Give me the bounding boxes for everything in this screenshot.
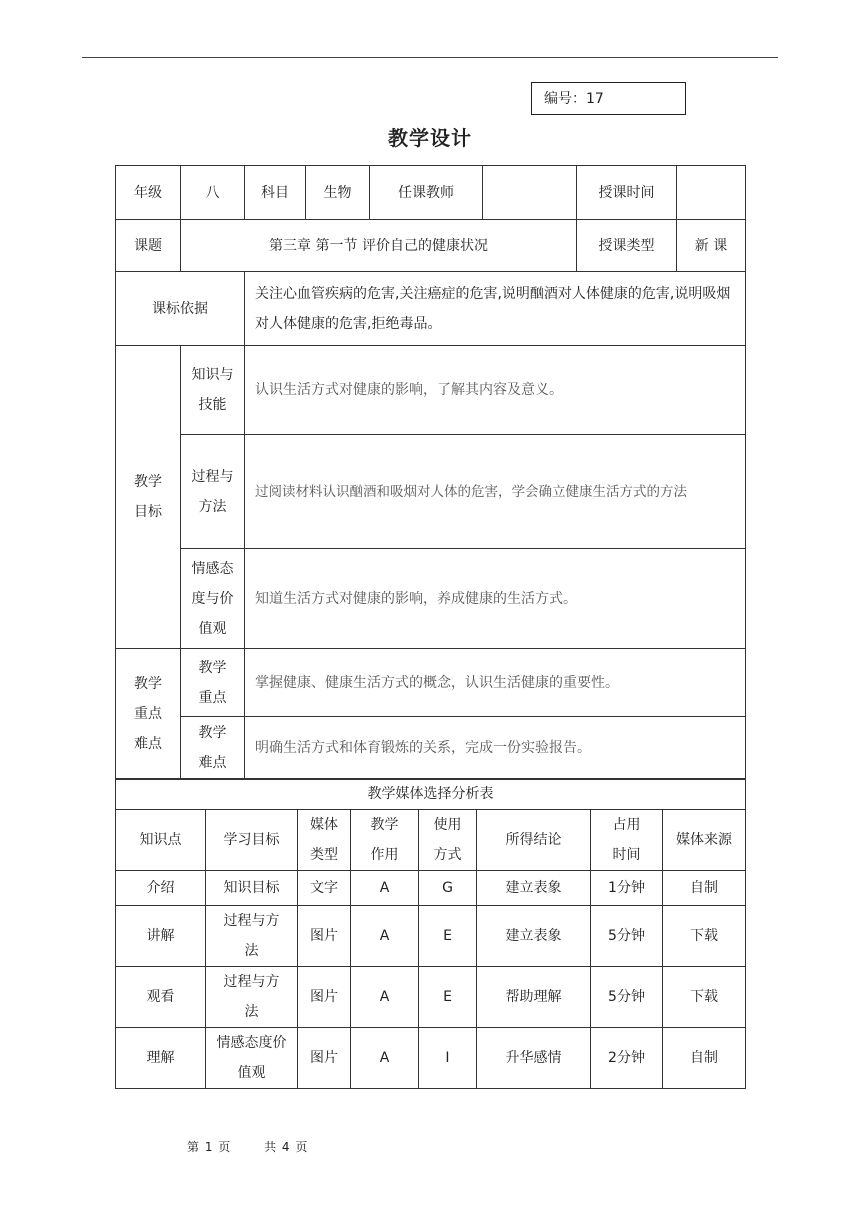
goal-row-knowledge bbox=[116, 346, 746, 435]
info-row-1 bbox=[116, 166, 746, 220]
keypoint-row-difficulty bbox=[116, 717, 746, 780]
media-cell: 2分钟 bbox=[591, 1028, 663, 1089]
media-header-cell: 占用 时间 bbox=[591, 810, 663, 871]
media-cell: 理解 bbox=[116, 1028, 206, 1089]
keypoints-label: 教学重点难点 bbox=[116, 649, 181, 780]
media-header-cell: 媒体类型 bbox=[298, 810, 351, 871]
media-cell: 下载 bbox=[663, 967, 746, 1028]
media-row bbox=[116, 871, 746, 906]
media-header-cell: 媒体来源 bbox=[663, 810, 746, 871]
basis-row bbox=[116, 272, 746, 346]
media-cell: A bbox=[351, 1028, 419, 1089]
page-number: 第 1 页 bbox=[187, 1140, 231, 1154]
media-header-cell: 知识点 bbox=[116, 810, 206, 871]
type-value: 新 课 bbox=[677, 220, 746, 272]
keypoint-text-focus: 掌握健康、健康生活方式的概念，认识生活健康的重要性。 bbox=[245, 649, 746, 717]
media-header-cell: 学习目标 bbox=[206, 810, 298, 871]
media-cell: 知识目标 bbox=[206, 871, 298, 906]
media-row bbox=[116, 967, 746, 1028]
media-cell: 情感态度价值观 bbox=[206, 1028, 298, 1089]
goals-label: 教学目标 bbox=[116, 346, 181, 649]
keypoint-text-difficulty: 明确生活方式和体育锻炼的关系，完成一份实验报告。 bbox=[245, 717, 746, 780]
media-header-cell: 使用方式 bbox=[419, 810, 477, 871]
media-cell: 5分钟 bbox=[591, 967, 663, 1028]
goal-row-attitude bbox=[116, 549, 746, 649]
grade-value: 八 bbox=[181, 166, 245, 220]
time-label: 授课时间 bbox=[577, 166, 677, 220]
media-cell: 自制 bbox=[663, 1028, 746, 1089]
media-cell: A bbox=[351, 967, 419, 1028]
media-cell: E bbox=[419, 906, 477, 967]
grade-label: 年级 bbox=[116, 166, 181, 220]
media-cell: 讲解 bbox=[116, 906, 206, 967]
media-cell: 观看 bbox=[116, 967, 206, 1028]
goal-text-knowledge: 认识生活方式对健康的影响，了解其内容及意义。 bbox=[245, 346, 746, 435]
media-title-row bbox=[116, 779, 746, 810]
goal-row-process bbox=[116, 435, 746, 549]
goal-text-attitude: 知道生活方式对健康的影响，养成健康的生活方式。 bbox=[245, 549, 746, 649]
media-cell: 升华感情 bbox=[477, 1028, 591, 1089]
media-cell: 图片 bbox=[298, 906, 351, 967]
media-cell: 过程与方法 bbox=[206, 967, 298, 1028]
lesson-plan-table bbox=[115, 165, 746, 780]
media-analysis-table bbox=[115, 778, 746, 1089]
media-cell: 建立表象 bbox=[477, 906, 591, 967]
page-footer bbox=[187, 1138, 313, 1155]
media-header-row bbox=[116, 810, 746, 871]
media-cell: A bbox=[351, 871, 419, 906]
goal-label-attitude: 情感态度与价值观 bbox=[181, 549, 245, 649]
subject-label: 科目 bbox=[245, 166, 306, 220]
time-value bbox=[677, 166, 746, 220]
basis-label: 课标依据 bbox=[116, 272, 245, 346]
media-header-cell: 教学 作用 bbox=[351, 810, 419, 871]
media-row bbox=[116, 1028, 746, 1089]
teacher-label: 任课教师 bbox=[370, 166, 483, 220]
media-cell: 介绍 bbox=[116, 871, 206, 906]
media-cell: 过程与方法 bbox=[206, 906, 298, 967]
media-cell: 5分钟 bbox=[591, 906, 663, 967]
header-rule bbox=[82, 57, 778, 58]
info-row-2 bbox=[116, 220, 746, 272]
keypoint-label-difficulty: 教学难点 bbox=[181, 717, 245, 780]
media-cell: 图片 bbox=[298, 967, 351, 1028]
page-title: 教学设计 bbox=[388, 126, 472, 150]
subject-value: 生物 bbox=[306, 166, 370, 220]
keypoint-row-focus bbox=[116, 649, 746, 717]
topic-value: 第三章 第一节 评价自己的健康状况 bbox=[181, 220, 577, 272]
media-cell: 建立表象 bbox=[477, 871, 591, 906]
serial-number-box: 编号：17 bbox=[531, 82, 686, 115]
type-label: 授课类型 bbox=[577, 220, 677, 272]
basis-value: 关注心血管疾病的危害,关注癌症的危害,说明酗酒对人体健康的危害,说明吸烟对人体健康的危害,拒绝毒品。 bbox=[245, 272, 746, 346]
keypoint-label-focus: 教学重点 bbox=[181, 649, 245, 717]
goal-label-process: 过程与方法 bbox=[181, 435, 245, 549]
media-cell: 1分钟 bbox=[591, 871, 663, 906]
media-header-cell: 所得结论 bbox=[477, 810, 591, 871]
media-table-title: 教学媒体选择分析表 bbox=[116, 779, 746, 810]
media-row bbox=[116, 906, 746, 967]
goal-text-process: 过阅读材料认识酗酒和吸烟对人体的危害，学会确立健康生活方式的方法 bbox=[245, 435, 746, 549]
media-cell: 自制 bbox=[663, 871, 746, 906]
media-cell: 文字 bbox=[298, 871, 351, 906]
media-cell: 帮助理解 bbox=[477, 967, 591, 1028]
media-cell: 下载 bbox=[663, 906, 746, 967]
page-total: 共 4 页 bbox=[264, 1140, 308, 1154]
media-cell: G bbox=[419, 871, 477, 906]
media-cell: 图片 bbox=[298, 1028, 351, 1089]
media-cell: E bbox=[419, 967, 477, 1028]
topic-label: 课题 bbox=[116, 220, 181, 272]
teacher-value bbox=[483, 166, 577, 220]
goal-label-knowledge: 知识与技能 bbox=[181, 346, 245, 435]
media-cell: I bbox=[419, 1028, 477, 1089]
media-cell: A bbox=[351, 906, 419, 967]
